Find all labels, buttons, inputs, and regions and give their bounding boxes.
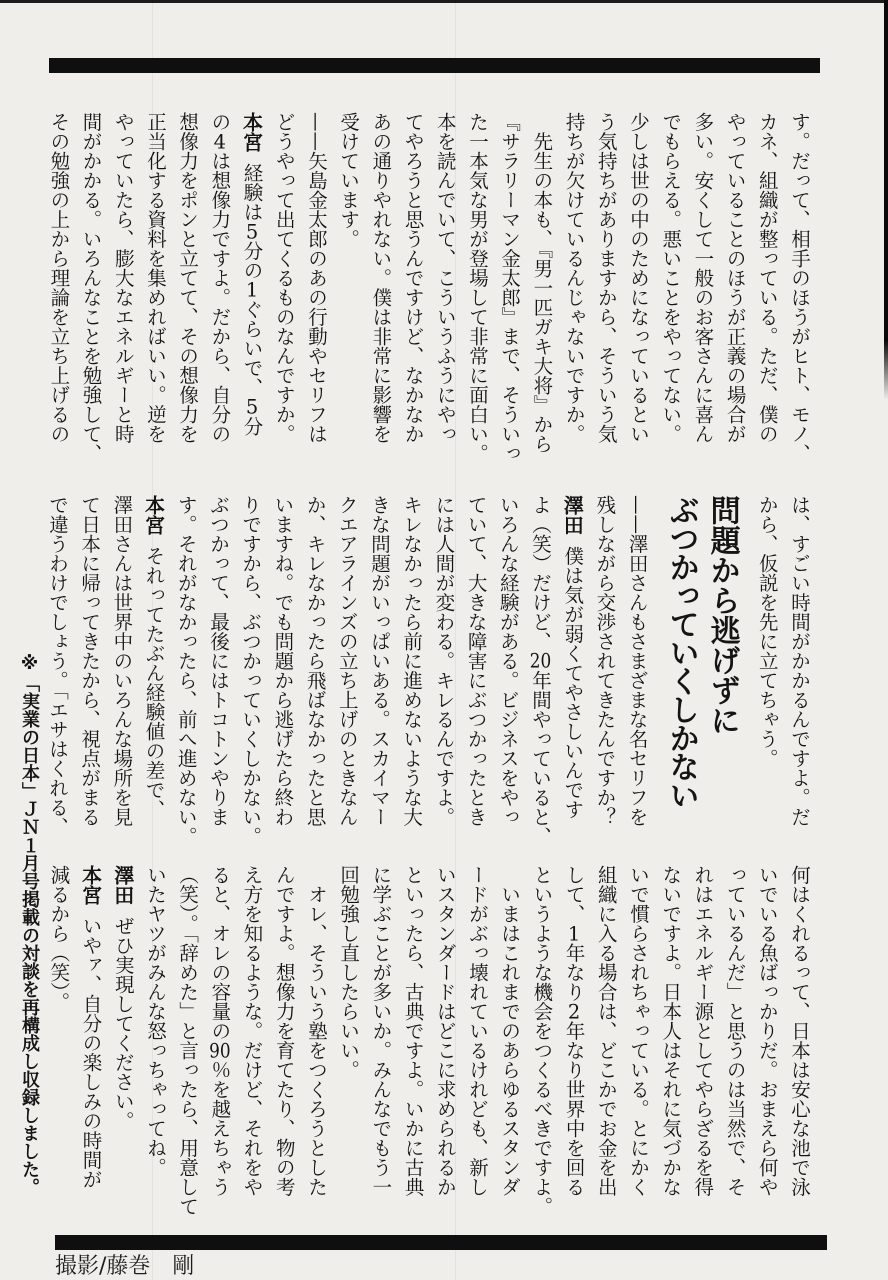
column-text: いろんな経験がある。ビジネスをやっ (496, 495, 520, 827)
text-column (429, 112, 461, 444)
text-column (73, 495, 105, 827)
text-column (364, 112, 396, 444)
column-text: オレ、そういう塾をつくろうとした (304, 865, 328, 1197)
column-text: 経験は5分の1ぐらいで、5分 (240, 163, 264, 436)
article-tier-upper (42, 112, 815, 463)
text-column (686, 865, 718, 1197)
column-text: す。だって、相手のほうがヒト、モノ、 (788, 112, 811, 463)
text-column (331, 495, 363, 827)
text-column (686, 112, 718, 444)
text-column (751, 112, 783, 444)
text-column (751, 865, 783, 1197)
text-column (171, 112, 203, 444)
text-column (751, 495, 783, 827)
column-text: 正当化する資料を集めればいい。逆を (143, 112, 167, 444)
text-column (557, 112, 589, 444)
column-text: 少しは世の中のためになっているとい (626, 112, 650, 444)
column-text: 先生の本も、『男一匹ガキ大将』から (530, 112, 554, 454)
text-column (493, 112, 525, 463)
text-column (525, 112, 557, 454)
column-text: その勉強の上から理論を立ち上げるの (47, 112, 71, 444)
column-text: て日本に帰ってきたから、視点がまる (78, 495, 102, 827)
column-text: んですよ。想像力を育てたり、物の考 (272, 865, 296, 1197)
column-text: ないですよ。日本人はそれに気づかな (659, 865, 683, 1197)
text-column (332, 865, 364, 1197)
text-column (395, 495, 427, 827)
column-text: ——矢島金太郎のあの行動やセリフは (304, 112, 328, 444)
text-column (171, 865, 203, 1216)
text-column (590, 865, 622, 1197)
column-text: （笑）。「辞めた」と言ったら、用意して (176, 865, 200, 1216)
text-column (235, 112, 267, 444)
text-column (105, 495, 137, 827)
source-footnote: ※「実業の日本」ＪＮ１月号掲載の対談を再構成し収録しました。 (19, 653, 40, 1196)
column-text: で違うわけでしょう。「エサはくれる、 (45, 495, 69, 837)
speaker-label: 澤田 (110, 865, 135, 905)
headline-line-1: 問題から逃げずに (704, 495, 740, 735)
text-column (202, 495, 234, 827)
text-column (235, 865, 267, 1197)
scan-edge-right (884, 0, 888, 400)
text-column (718, 865, 750, 1197)
text-column (461, 865, 493, 1197)
column-text: から、仮説を先に立てちゃう。 (755, 495, 779, 768)
text-column (300, 865, 332, 1197)
column-text: ると、オレの容量の90％を越えちゃう (208, 865, 232, 1197)
column-text: いスタンダードはどこに求められるか (433, 865, 457, 1197)
text-column (139, 112, 171, 444)
column-text: どうやって出てくるものなんですか。 (272, 112, 296, 444)
column-text: っているんだ」と思うのは当然で、そ (723, 865, 747, 1197)
column-text: して、1年なり2年なり世界中を回る (562, 865, 586, 1197)
column-text: いやァ、自分の楽しみの時間が (79, 916, 103, 1189)
section-headline (661, 495, 743, 827)
column-text: てやろうと思うんですけど、なかなか (401, 112, 425, 444)
text-column (203, 865, 235, 1197)
speaker-label: 澤田 (560, 495, 585, 535)
column-text: いでいる魚ばっかりだ。おまえら何や (755, 865, 779, 1197)
interviewer-question-column (300, 112, 332, 444)
column-text: というような機会をつくるべきですよ。 (530, 865, 554, 1216)
headline-line-2: ぶつかっていくしかない (663, 495, 699, 809)
column-text: え方を知るような。だけど、それをや (240, 865, 264, 1197)
column-text: の4は想像力ですよ。だから、自分の (208, 112, 232, 444)
column-text: 想像力をポンと立てて、その想像力を (176, 112, 200, 444)
text-column (42, 865, 74, 1197)
column-text: いたヤツがみんな怒っちゃってね。 (143, 865, 167, 1177)
column-text: よ（笑）だけど、20年間やっていると、 (528, 495, 552, 846)
text-column (557, 865, 589, 1197)
column-text: 僕は気が弱くてやさしいんです (561, 546, 585, 819)
column-text: 何はくれるって、日本は安心な池で泳 (788, 865, 811, 1197)
column-text: す。それがなかったら、前へ進めない。 (174, 495, 198, 846)
text-column (363, 495, 395, 827)
column-text: でもらえる。悪いことをやってない。 (659, 112, 683, 444)
column-text: 『サラリーマン金太郎』まで、そういっ (498, 112, 522, 463)
column-text: いますね。でも問題から逃げたら終わ (271, 495, 295, 827)
text-column (139, 865, 171, 1197)
text-column (332, 112, 364, 444)
column-text: やっていたら、膨大なエネルギーと時 (111, 112, 135, 444)
text-column (234, 495, 266, 846)
text-column (74, 865, 106, 1197)
text-column (41, 495, 73, 837)
text-column (493, 865, 525, 1197)
photo-credit: 撮影/藤巻 剛 (55, 1254, 195, 1279)
text-column (783, 112, 815, 463)
column-text: 本を読んでいて、こういうふうにやっ (433, 112, 457, 444)
column-text: キレなかったら前に進めないような大 (400, 495, 424, 827)
text-column (622, 865, 654, 1197)
column-text: あの通りやれない。僕は非常に影響を (369, 112, 393, 444)
text-column (429, 865, 461, 1197)
text-column (107, 865, 139, 1197)
speaker-label: 本宮 (141, 495, 166, 535)
speaker-label: 本宮 (239, 112, 264, 152)
column-text: う気持ちがありますから、そういう気 (594, 112, 618, 444)
column-text: か、キレなかったら飛ばなかったと思 (303, 495, 327, 827)
text-column (107, 112, 139, 444)
column-text: それってたぶん経験値の差で、 (142, 546, 166, 819)
text-column (524, 495, 556, 846)
column-text: た一本気な男が登場して非常に面白い。 (465, 112, 489, 463)
column-text: いまはこれまでのあらゆるスタンダ (498, 865, 522, 1197)
column-text: 回勉強し直したらいい。 (337, 865, 361, 1080)
text-column (137, 495, 169, 827)
text-column (590, 112, 622, 444)
text-column (654, 865, 686, 1197)
column-text: 受けています。 (337, 112, 361, 249)
text-column (427, 495, 459, 827)
column-text: 間がかかる。いろんなことを勉強して、 (79, 112, 103, 463)
column-text: れはエネルギー源としてやらざるを得 (691, 865, 715, 1197)
text-column (203, 112, 235, 444)
text-column (170, 495, 202, 846)
column-text: といったら、古典ですよ。いかに古典 (401, 865, 425, 1197)
text-column (396, 112, 428, 444)
column-text: ぶつかって、最後にはトコトンやりま (206, 495, 230, 827)
bottom-rule (55, 1235, 827, 1250)
interviewer-question-column (620, 495, 652, 827)
text-column (588, 495, 620, 827)
column-text: ードがぶっ壊れているけれども、新し (465, 865, 489, 1197)
article-tier-lower (42, 865, 815, 1216)
article-tier-middle (41, 495, 815, 846)
column-text: ぜひ実現してください。 (111, 916, 135, 1131)
text-column (492, 495, 524, 827)
text-column (783, 865, 815, 1197)
text-column (718, 112, 750, 444)
text-column (42, 112, 74, 444)
column-text: には人間が変わる。キレるんですよ。 (432, 495, 456, 827)
column-text: いで慣らされちゃっている。とにかく (626, 865, 650, 1197)
text-column (783, 495, 815, 827)
column-text: 多い。安くして一般のお客さんに喜ん (691, 112, 715, 444)
column-text: ていて、大きな障害にぶつかったとき (464, 495, 488, 827)
text-column (556, 495, 588, 827)
speaker-label: 本宮 (78, 865, 103, 905)
column-text: は、すごい時間がかかるんですよ。だ (788, 495, 811, 827)
text-column (396, 865, 428, 1197)
text-column (525, 865, 557, 1216)
text-column (298, 495, 330, 827)
text-column (74, 112, 106, 463)
column-text: きな問題がいっぱいある。スカイマー (367, 495, 391, 827)
text-column (268, 865, 300, 1197)
column-text: 残しながら交渉されてきたんですか？ (593, 495, 617, 827)
top-rule (49, 58, 820, 73)
text-column (622, 112, 654, 444)
text-column (461, 112, 493, 463)
scan-edge-top (0, 0, 888, 3)
column-text: りですから、ぶつかっていくしかない。 (239, 495, 263, 846)
column-text: 減るから（笑）。 (47, 865, 71, 1012)
column-text: に学ぶことが多いか。みんなでもう一 (369, 865, 393, 1197)
column-text: 持ちが欠けているんじゃないですか。 (562, 112, 586, 444)
column-text: やっていることのほうが正義の場合が (723, 112, 747, 444)
text-column (459, 495, 491, 827)
text-column (654, 112, 686, 444)
column-text: 澤田さんは世界中のいろんな場所を見 (110, 495, 134, 827)
column-text: 組織に入る場合は、どこかでお金を出 (594, 865, 618, 1197)
column-text: カネ、組織が整っている。ただ、僕の (755, 112, 779, 444)
text-column (266, 495, 298, 827)
text-column (268, 112, 300, 444)
column-text: ——澤田さんもさまざまな名セリフを (625, 495, 649, 827)
column-text: クエアラインズの立ち上げのときなん (335, 495, 359, 827)
text-column (364, 865, 396, 1197)
